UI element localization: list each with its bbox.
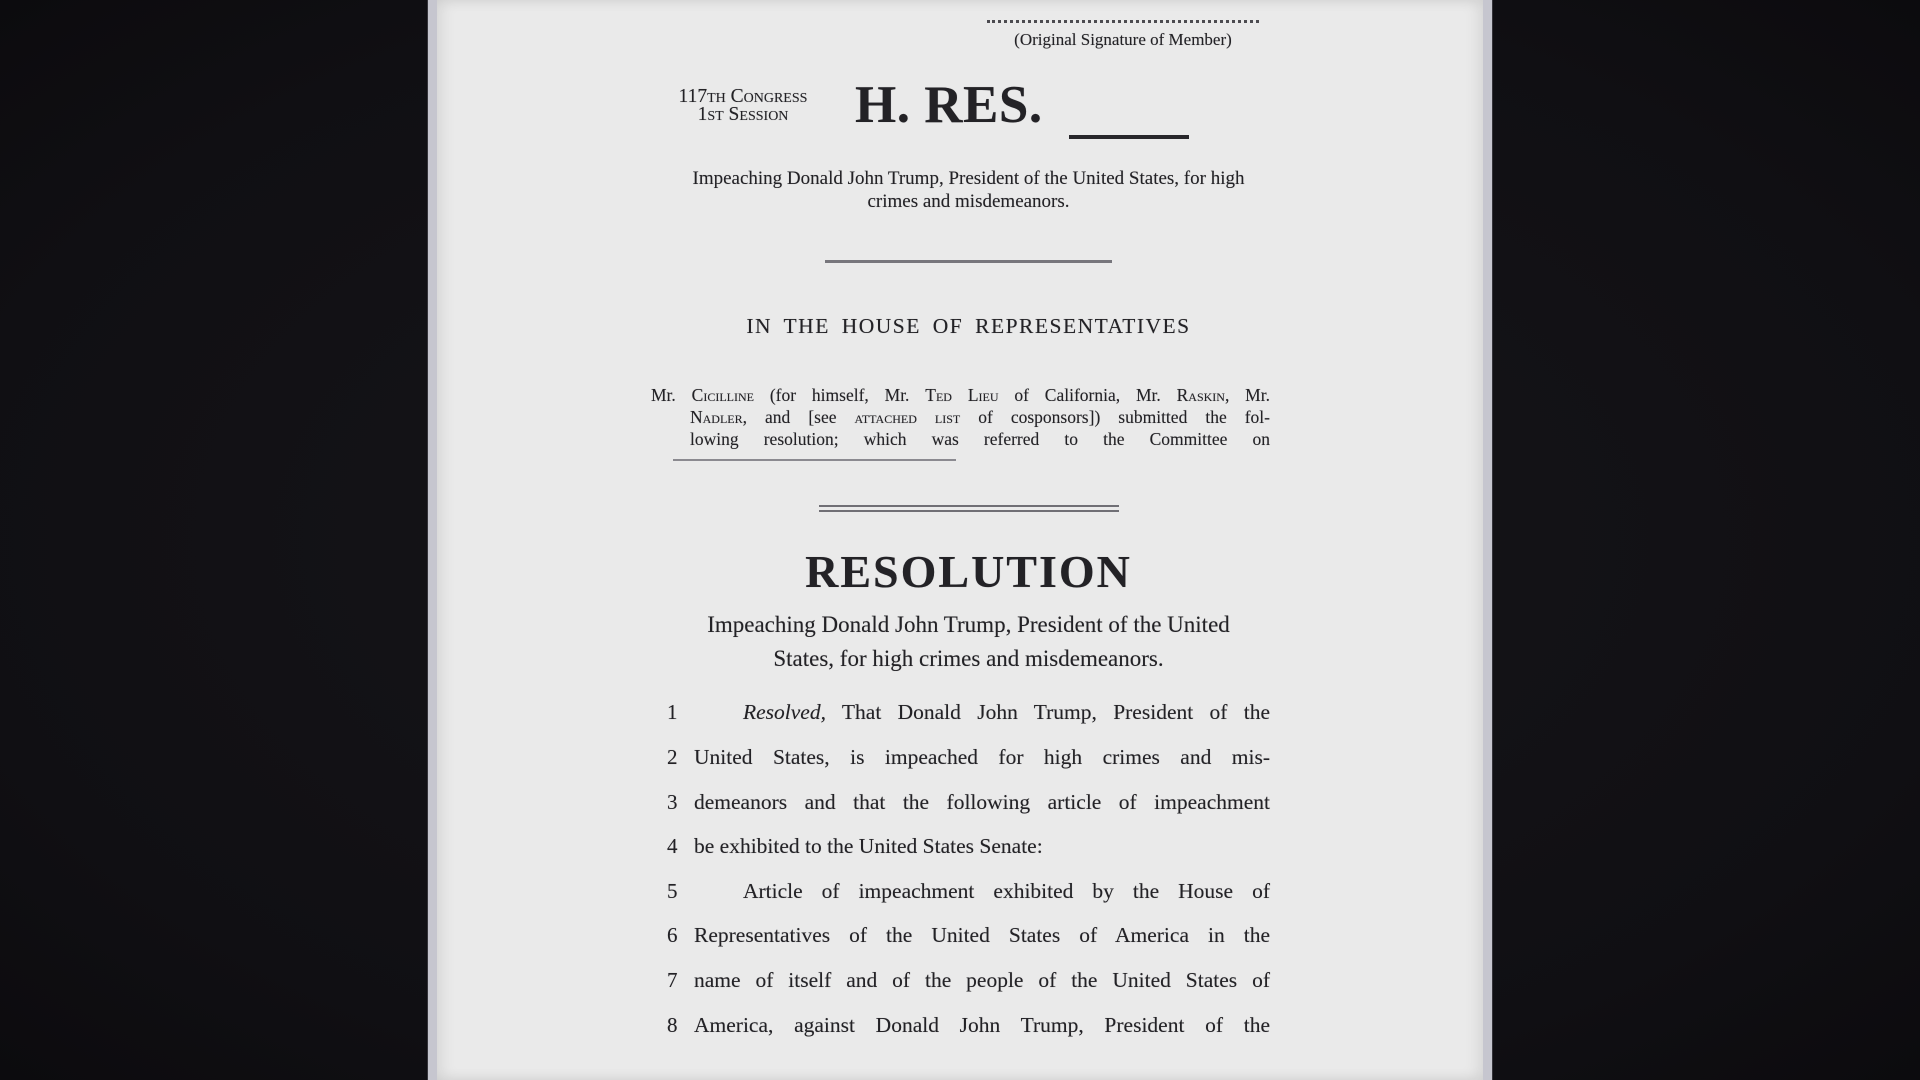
- line-number: 1: [667, 700, 678, 725]
- subtitle-line: Impeaching Donald John Trump, President of the United: [707, 612, 1230, 638]
- body-line-text: Representatives of the United States of America in the: [694, 923, 1270, 948]
- document-page: [428, 0, 1492, 1080]
- sponsor-line: Mr. Cicilline (for himself, Mr. Ted Lieu of California, Mr. Raskin, Mr.: [651, 385, 1270, 405]
- body-line: [667, 913, 1270, 958]
- committee-name-blank: [673, 459, 956, 461]
- resolution-subtitle: [667, 608, 1270, 676]
- body-line-text: demeanors and that the following article of impeachment: [694, 789, 1270, 814]
- body-line-text: Resolved, That Donald John Trump, President of the: [743, 700, 1270, 725]
- bill-type: H. RES.: [855, 76, 1043, 134]
- section-rule-bottom: [819, 505, 1119, 512]
- body-line: [667, 735, 1270, 780]
- body-line-text: United States, is impeached for high crimes and mis-: [694, 744, 1270, 769]
- sponsor-line: lowing resolution; which was referred to the Committee on: [690, 428, 1270, 449]
- body-line-text: Article of impeachment exhibited by the House of: [743, 878, 1270, 903]
- body-line: [667, 780, 1270, 825]
- congress-line: 117th Congress: [678, 86, 808, 107]
- body-line: [667, 690, 1270, 735]
- bill-header: [653, 77, 1270, 139]
- preamble-line: Impeaching Donald John Trump, President of the United States, for high: [692, 168, 1245, 189]
- preamble-line: crimes and misdemeanors.: [867, 191, 1070, 212]
- document-column: [651, 20, 1270, 1047]
- signature-dotted-line: [987, 20, 1259, 23]
- body-line-text: America, against Donald John Trump, President of the: [694, 1012, 1270, 1037]
- subtitle-line: States, for high crimes and misdemeanors.: [773, 646, 1164, 672]
- sponsor-line: Nadler, and [see attached list of cosponsors]) submitted the fol-: [690, 406, 1270, 427]
- body-line: [667, 824, 1270, 869]
- body-line: [667, 958, 1270, 1003]
- body-lines: [667, 690, 1270, 1047]
- line-number: 7: [667, 967, 678, 992]
- line-number: 5: [667, 878, 678, 903]
- bill-number-blank: [1069, 77, 1189, 139]
- line-number: 4: [667, 834, 678, 859]
- sponsor-paragraph: [651, 385, 1270, 450]
- session-line: 1st Session: [697, 104, 789, 125]
- line-number: 8: [667, 1012, 678, 1037]
- chamber-heading: IN THE HOUSE OF REPRESENTATIVES: [746, 314, 1191, 338]
- line-number: 6: [667, 923, 678, 948]
- resolution-title: RESOLUTION: [805, 546, 1132, 598]
- body-line-text: name of itself and of the people of the United States of: [694, 967, 1270, 992]
- line-number: 2: [667, 744, 678, 769]
- preamble: [667, 167, 1270, 213]
- body-line: [667, 1003, 1270, 1048]
- body-line-text: be exhibited to the United States Senate:: [694, 834, 1043, 859]
- section-rule-top: [825, 260, 1112, 263]
- congress-session-block: [653, 88, 833, 124]
- signature-block: [987, 20, 1259, 50]
- body-line: [667, 869, 1270, 914]
- signature-caption: (Original Signature of Member): [1014, 30, 1232, 49]
- line-number: 3: [667, 789, 678, 814]
